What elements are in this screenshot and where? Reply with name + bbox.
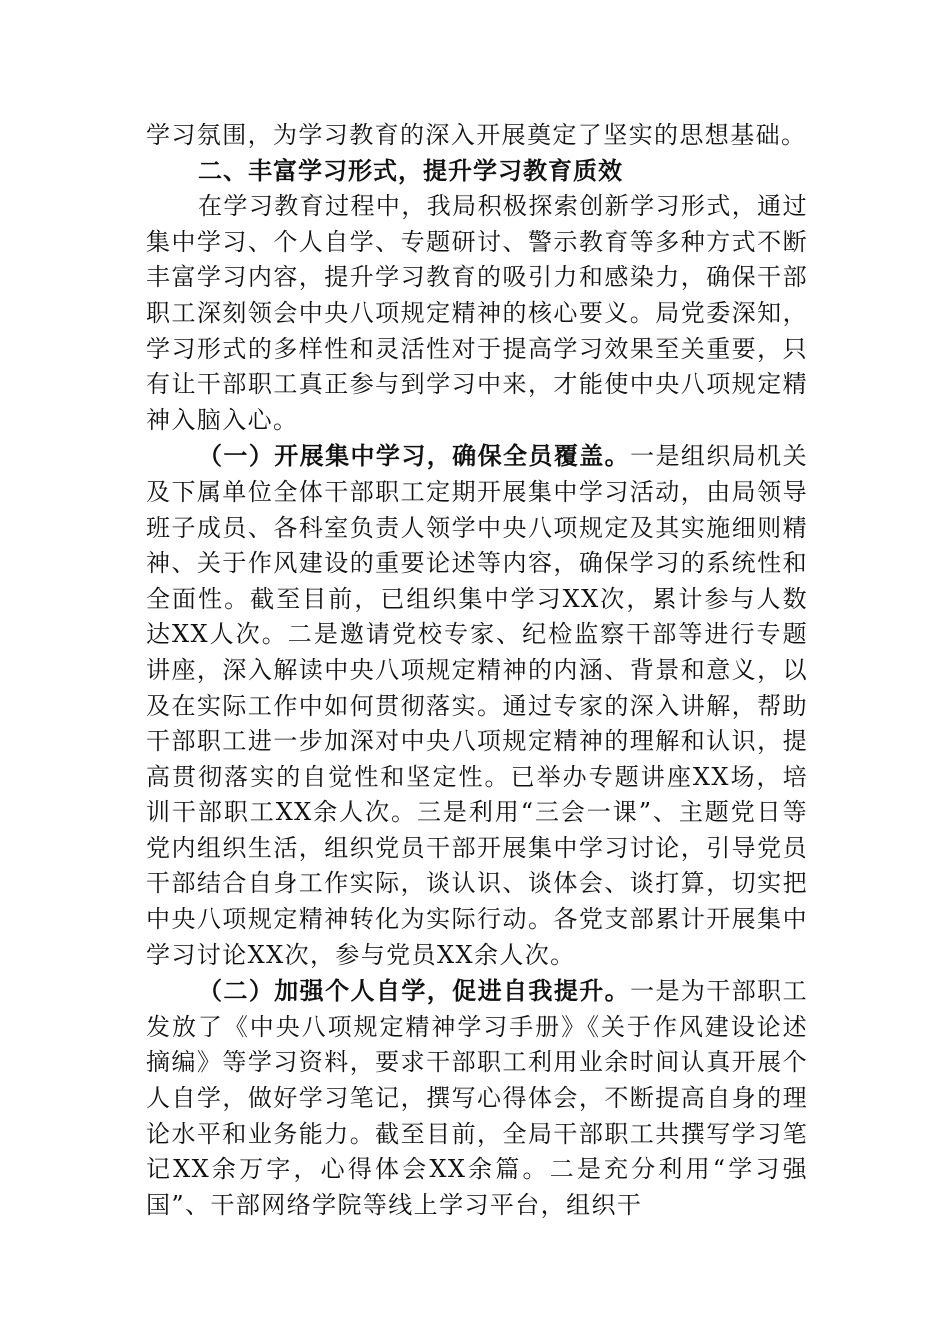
subsection-2-title: （二）加强个人自学，促进自我提升。 (198, 976, 631, 1006)
section-heading: 二、丰富学习形式，提升学习教育质效 (198, 156, 623, 185)
subsection-1-body: 一是组织局机关及下属单位全体干部职工定期开展集中学习活动，由局领导班子成员、各科室负责人领学中央八项规定及其实施细则精神、关于作风建设的重要论述等内容，确保学习的系统性和全面性。截至目前，已组织集中学习XX次，累计参与人数达XX人次。二是邀请党校专家、纪检监察干部等进行专题讲座，深入解读中央八项规定精神的内涵、背景和意义，以及在实际工作中如何贯彻落实。通过专家的深入讲解，帮助干部职工进一步加深对中央八项规定精神的理解和认识，提高贯彻落实的自觉性和坚定性。已举办专题讲座XX场，培训干部职工XX余人次。三是利用“三会一课”、主题党日等党内组织生活，组织党员干部开展集中学习讨论，引导党员干部结合自身工作实际，谈认识、谈体会、谈打算，切实把中央八项规定精神转化为实际行动。各党支部累计开展集中学习讨论XX次，参与党员XX余人次。 (146, 442, 808, 969)
subsection-2-body: 一是为干部职工发放了《中央八项规定精神学习手册》《关于作风建设论述摘编》等学习资料，要求干部职工利用业余时间认真开展个人自学，做好学习笔记，撰写心得体会，不断提高自身的理论水平和业务能力。截至目前，全局干部职工共撰写学习笔记XX余万字，心得体会XX余篇。二是充分利用“学习强国”、干部网络学院等线上学习平台，组织干 (146, 977, 808, 1219)
intro-paragraph: 在学习教育过程中，我局积极探索创新学习形式，通过集中学习、个人自学、专题研讨、警示教育等多种方式不断丰富学习内容，提升学习教育的吸引力和感染力，确保干部职工深刻领会中央八项规定精神的核心要义。局党委深知，学习形式的多样性和灵活性对于提高学习效果至关重要，只有让干部职工真正参与到学习中来，才能使中央八项规定精神入脑入心。 (146, 192, 808, 434)
subsection-1-title: （一）开展集中学习，确保全员覆盖。 (198, 441, 631, 471)
continuation-paragraph: 学习氛围，为学习教育的深入开展奠定了坚实的思想基础。 (146, 121, 807, 149)
document-body (146, 118, 808, 1223)
subsection-2-paragraph (146, 973, 808, 1223)
subsection-1-paragraph (146, 438, 808, 973)
